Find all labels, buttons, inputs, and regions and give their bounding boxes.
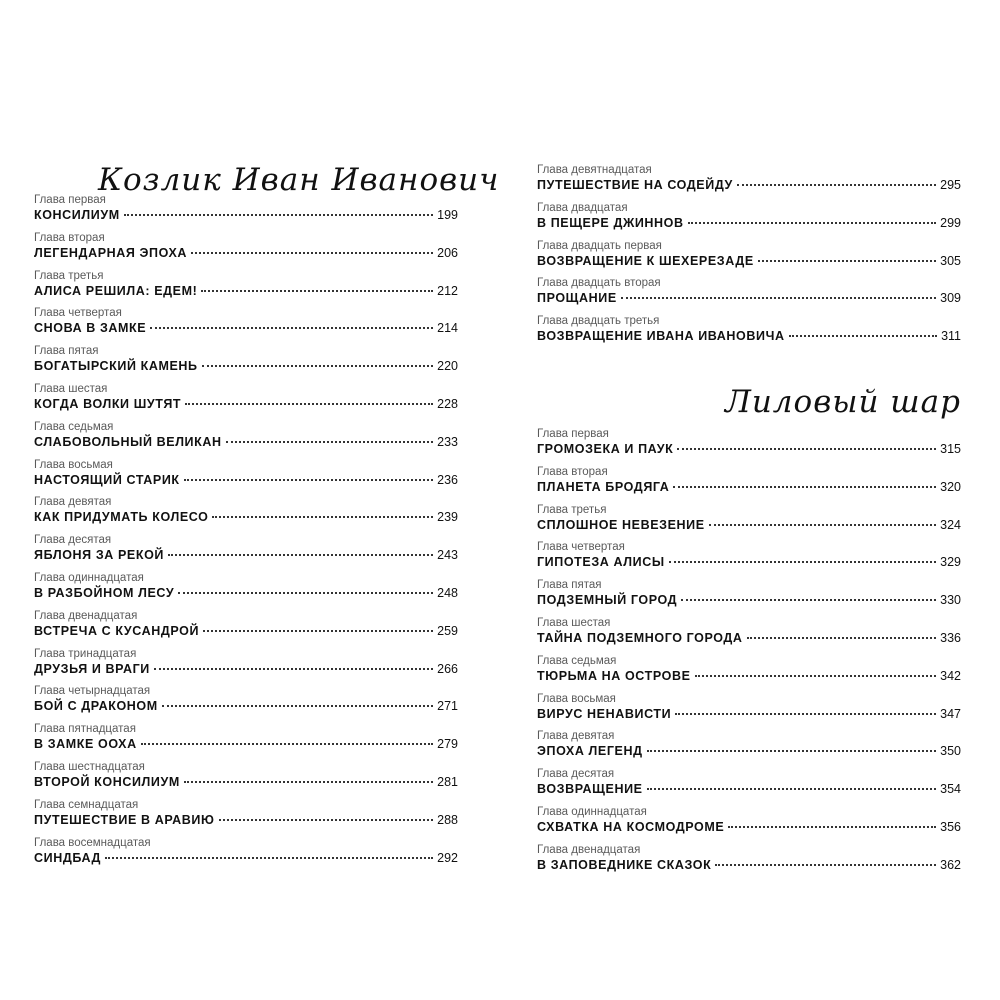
toc-entry — [34, 304, 458, 342]
chapter-line — [537, 517, 961, 534]
chapter-line — [34, 358, 458, 375]
chapter-title: БОЙ С ДРАКОНОМ — [34, 699, 158, 714]
dot-leader — [184, 479, 433, 481]
chapter-title: СПЛОШНОЕ НЕВЕЗЕНИЕ — [537, 517, 705, 532]
page-number: 239 — [437, 510, 458, 525]
dot-leader — [201, 290, 433, 292]
page-number: 324 — [940, 517, 961, 532]
chapter-number: Глава одиннадцатая — [34, 571, 144, 584]
dot-leader — [168, 554, 433, 556]
page-number: 243 — [437, 548, 458, 563]
toc-entry — [537, 463, 961, 501]
dot-leader — [681, 599, 936, 601]
page-number: 342 — [940, 668, 961, 683]
chapter-title: ДРУЗЬЯ И ВРАГИ — [34, 661, 150, 676]
toc-list-kozlik — [34, 191, 458, 871]
dot-leader — [185, 403, 433, 405]
toc-entry — [34, 720, 458, 758]
toc-entry — [537, 312, 961, 350]
chapter-line — [537, 328, 961, 345]
toc-entry — [537, 199, 961, 237]
dot-leader — [673, 486, 936, 488]
chapter-title: НАСТОЯЩИЙ СТАРИК — [34, 472, 180, 487]
chapter-line — [34, 472, 458, 489]
chapter-number: Глава пятая — [34, 345, 99, 358]
toc-entry — [537, 161, 961, 199]
chapter-number: Глава пятнадцатая — [34, 723, 136, 736]
chapter-line — [34, 812, 458, 829]
page-number: 347 — [940, 706, 961, 721]
dot-leader — [621, 297, 936, 299]
chapter-line — [537, 290, 961, 307]
dot-leader — [647, 788, 937, 790]
chapter-title: ВИРУС НЕНАВИСТИ — [537, 706, 672, 721]
chapter-line — [34, 774, 458, 791]
chapter-line — [34, 245, 458, 262]
chapter-number: Глава девятая — [34, 496, 112, 509]
chapter-title: ЭПОХА ЛЕГЕНД — [537, 744, 643, 759]
page-number: 259 — [437, 623, 458, 638]
chapter-number: Глава семнадцатая — [34, 798, 139, 811]
chapter-line — [537, 819, 961, 836]
chapter-title: КОГДА ВОЛКИ ШУТЯТ — [34, 396, 182, 411]
chapter-number: Глава девятнадцатая — [537, 164, 652, 176]
chapter-line — [537, 441, 961, 458]
page-number: 288 — [437, 812, 458, 827]
chapter-number: Глава девятая — [537, 730, 615, 743]
page-number: 214 — [437, 321, 458, 336]
toc-entry — [34, 267, 458, 305]
chapter-number: Глава четырнадцатая — [34, 685, 151, 698]
chapter-title: СНОВА В ЗАМКЕ — [34, 321, 147, 336]
chapter-line — [34, 396, 458, 413]
chapter-title: ПОДЗЕМНЫЙ ГОРОД — [537, 593, 678, 608]
chapter-title: ВОЗВРАЩЕНИЕ К ШЕХЕРЕЗАДЕ — [537, 253, 754, 268]
dot-leader — [150, 327, 433, 329]
part-title-lilovy-shar: Лиловый шар — [724, 384, 961, 420]
chapter-number: Глава вторая — [537, 465, 608, 478]
toc-entry — [537, 576, 961, 614]
dot-leader — [647, 750, 937, 752]
page-number: 220 — [437, 359, 458, 374]
chapter-line — [34, 509, 458, 526]
chapter-number: Глава шестнадцатая — [34, 760, 145, 773]
chapter-title: ЯБЛОНЯ ЗА РЕКОЙ — [34, 548, 164, 563]
chapter-number: Глава вторая — [34, 231, 105, 244]
toc-entry — [34, 229, 458, 267]
chapter-number: Глава первая — [537, 428, 609, 440]
page-number: 292 — [437, 850, 458, 865]
page-number: 295 — [940, 178, 961, 192]
chapter-title: БОГАТЫРСКИЙ КАМЕНЬ — [34, 359, 198, 374]
chapter-title: ПУТЕШЕСТВИЕ НА СОДЕЙДУ — [537, 178, 733, 192]
toc-entry — [34, 493, 458, 531]
dot-leader — [184, 781, 433, 783]
page-number: 305 — [940, 253, 961, 268]
chapter-title: КОНСИЛИУМ — [34, 208, 120, 222]
toc-entry — [34, 456, 458, 494]
toc-entry — [34, 569, 458, 607]
chapter-line — [537, 177, 961, 194]
toc-entry — [34, 758, 458, 796]
toc-entry — [537, 727, 961, 765]
toc-entry — [537, 690, 961, 728]
toc-entry — [34, 645, 458, 683]
chapter-number: Глава третья — [537, 503, 607, 516]
dot-leader — [675, 713, 936, 715]
chapter-title: В ЗАПОВЕДНИКЕ СКАЗОК — [537, 857, 712, 872]
chapter-line — [537, 554, 961, 571]
part-title-kozlik: Козлик Иван Иванович — [98, 162, 500, 198]
dot-leader — [219, 819, 434, 821]
dot-leader — [141, 743, 433, 745]
chapter-number: Глава восьмая — [537, 692, 616, 705]
chapter-title: ГИПОТЕЗА АЛИСЫ — [537, 555, 665, 570]
page-number: 356 — [940, 819, 961, 834]
chapter-number: Глава десятая — [34, 534, 112, 547]
chapter-line — [537, 215, 961, 232]
chapter-title: ВОЗВРАЩЕНИЕ — [537, 782, 643, 797]
toc-entry — [537, 237, 961, 275]
page-number: 336 — [940, 630, 961, 645]
chapter-line — [537, 253, 961, 270]
chapter-number: Глава двенадцатая — [537, 843, 641, 856]
page-number: 233 — [437, 434, 458, 449]
toc-entry — [537, 425, 961, 463]
dot-leader — [737, 184, 936, 186]
chapter-number: Глава третья — [34, 269, 104, 282]
chapter-title: В ЗАМКЕ ООХА — [34, 737, 137, 752]
dot-leader — [226, 441, 434, 443]
page-number: 350 — [940, 744, 961, 759]
dot-leader — [162, 705, 433, 707]
dot-leader — [669, 561, 936, 563]
page-number: 212 — [437, 283, 458, 298]
chapter-title: ПЛАНЕТА БРОДЯГА — [537, 479, 670, 494]
dot-leader — [191, 252, 433, 254]
chapter-number: Глава первая — [34, 194, 106, 206]
chapter-number: Глава десятая — [537, 768, 615, 781]
toc-entry — [34, 191, 458, 229]
chapter-line — [34, 661, 458, 678]
page-number: 199 — [437, 208, 458, 222]
chapter-title: ЛЕГЕНДАРНАЯ ЭПОХА — [34, 245, 188, 260]
chapter-number: Глава двадцать третья — [537, 315, 660, 328]
chapter-line — [34, 736, 458, 753]
chapter-title: ТЮРЬМА НА ОСТРОВЕ — [537, 668, 691, 683]
chapter-line — [34, 547, 458, 564]
chapter-number: Глава шестая — [34, 382, 108, 395]
chapter-number: Глава пятая — [537, 579, 602, 592]
chapter-number: Глава восьмая — [34, 458, 113, 471]
dot-leader — [203, 630, 433, 632]
page-number: 279 — [437, 737, 458, 752]
chapter-line — [34, 585, 458, 602]
chapter-title: СХВАТКА НА КОСМОДРОМЕ — [537, 819, 725, 834]
chapter-number: Глава одиннадцатая — [537, 805, 647, 818]
chapter-title: СЛАБОВОЛЬНЫЙ ВЕЛИКАН — [34, 434, 222, 449]
dot-leader — [178, 592, 433, 594]
chapter-line — [537, 592, 961, 609]
chapter-title: ГРОМОЗЕКА И ПАУК — [537, 442, 674, 456]
chapter-line — [34, 698, 458, 715]
chapter-number: Глава седьмая — [34, 420, 114, 433]
dot-leader — [758, 260, 936, 262]
chapter-line — [537, 743, 961, 760]
page-number: 329 — [940, 555, 961, 570]
page-number: 248 — [437, 585, 458, 600]
chapter-line — [537, 781, 961, 798]
toc-entry — [34, 531, 458, 569]
toc-entry — [537, 803, 961, 841]
toc-list-kozlik-continued — [537, 161, 961, 350]
chapter-number: Глава четвертая — [537, 541, 625, 554]
chapter-line — [34, 283, 458, 300]
dot-leader — [202, 365, 434, 367]
chapter-line — [34, 623, 458, 640]
chapter-number: Глава тринадцатая — [34, 647, 137, 660]
toc-entry — [537, 274, 961, 312]
chapter-number: Глава двадцатая — [537, 201, 628, 214]
chapter-title: СИНДБАД — [34, 850, 102, 865]
chapter-number: Глава двадцать первая — [537, 239, 662, 252]
chapter-number: Глава седьмая — [537, 654, 617, 667]
chapter-title: В ПЕЩЕРЕ ДЖИННОВ — [537, 215, 684, 230]
toc-list-lilovy-shar — [537, 425, 961, 879]
page-number: 299 — [940, 215, 961, 230]
chapter-line — [537, 857, 961, 874]
dot-leader — [747, 637, 937, 639]
chapter-title: ВОЗВРАЩЕНИЕ ИВАНА ИВАНОВИЧА — [537, 329, 785, 344]
page-number: 281 — [437, 774, 458, 789]
chapter-number: Глава восемнадцатая — [34, 836, 151, 849]
page-number: 362 — [940, 857, 961, 872]
toc-entry — [537, 501, 961, 539]
page-number: 228 — [437, 396, 458, 411]
dot-leader — [695, 675, 937, 677]
chapter-line — [34, 850, 458, 867]
dot-leader — [709, 524, 936, 526]
chapter-title: ВТОРОЙ КОНСИЛИУМ — [34, 774, 180, 789]
dot-leader — [212, 516, 433, 518]
page-number: 236 — [437, 472, 458, 487]
dot-leader — [728, 826, 936, 828]
page-number: 315 — [940, 442, 961, 456]
toc-entry — [537, 765, 961, 803]
dot-leader — [688, 222, 937, 224]
chapter-line — [537, 668, 961, 685]
chapter-title: АЛИСА РЕШИЛА: ЕДЕМ! — [34, 283, 198, 298]
toc-entry — [34, 418, 458, 456]
toc-entry — [34, 796, 458, 834]
page-number: 354 — [940, 782, 961, 797]
chapter-number: Глава четвертая — [34, 307, 122, 320]
chapter-line — [34, 434, 458, 451]
chapter-line — [34, 207, 458, 224]
toc-entry — [34, 834, 458, 872]
toc-entry — [34, 342, 458, 380]
toc-entry — [537, 652, 961, 690]
toc-entry — [34, 682, 458, 720]
page-number: 266 — [437, 661, 458, 676]
toc-entry — [537, 841, 961, 879]
toc-entry — [537, 538, 961, 576]
toc-entry — [34, 607, 458, 645]
page-number: 311 — [941, 329, 961, 344]
page-number: 271 — [437, 699, 458, 714]
page-number: 330 — [940, 593, 961, 608]
chapter-title: КАК ПРИДУМАТЬ КОЛЕСО — [34, 510, 209, 525]
dot-leader — [677, 448, 936, 450]
chapter-title: ПУТЕШЕСТВИЕ В АРАВИЮ — [34, 812, 215, 827]
chapter-line — [537, 479, 961, 496]
chapter-line — [34, 320, 458, 337]
chapter-title: В РАЗБОЙНОМ ЛЕСУ — [34, 585, 175, 600]
toc-entry — [34, 380, 458, 418]
chapter-number: Глава двадцать вторая — [537, 277, 661, 290]
dot-leader — [154, 668, 433, 670]
page-number: 206 — [437, 245, 458, 260]
page-number: 320 — [940, 479, 961, 494]
chapter-line — [537, 706, 961, 723]
page-number: 309 — [940, 291, 961, 306]
chapter-number: Глава шестая — [537, 616, 611, 629]
chapter-title: ВСТРЕЧА С КУСАНДРОЙ — [34, 623, 200, 638]
dot-leader — [124, 214, 433, 216]
chapter-number: Глава двенадцатая — [34, 609, 138, 622]
dot-leader — [789, 335, 937, 337]
chapter-line — [537, 630, 961, 647]
chapter-title: ПРОЩАНИЕ — [537, 291, 617, 306]
toc-entry — [537, 614, 961, 652]
chapter-title: ТАЙНА ПОДЗЕМНОГО ГОРОДА — [537, 630, 743, 645]
dot-leader — [105, 857, 433, 859]
dot-leader — [715, 864, 936, 866]
